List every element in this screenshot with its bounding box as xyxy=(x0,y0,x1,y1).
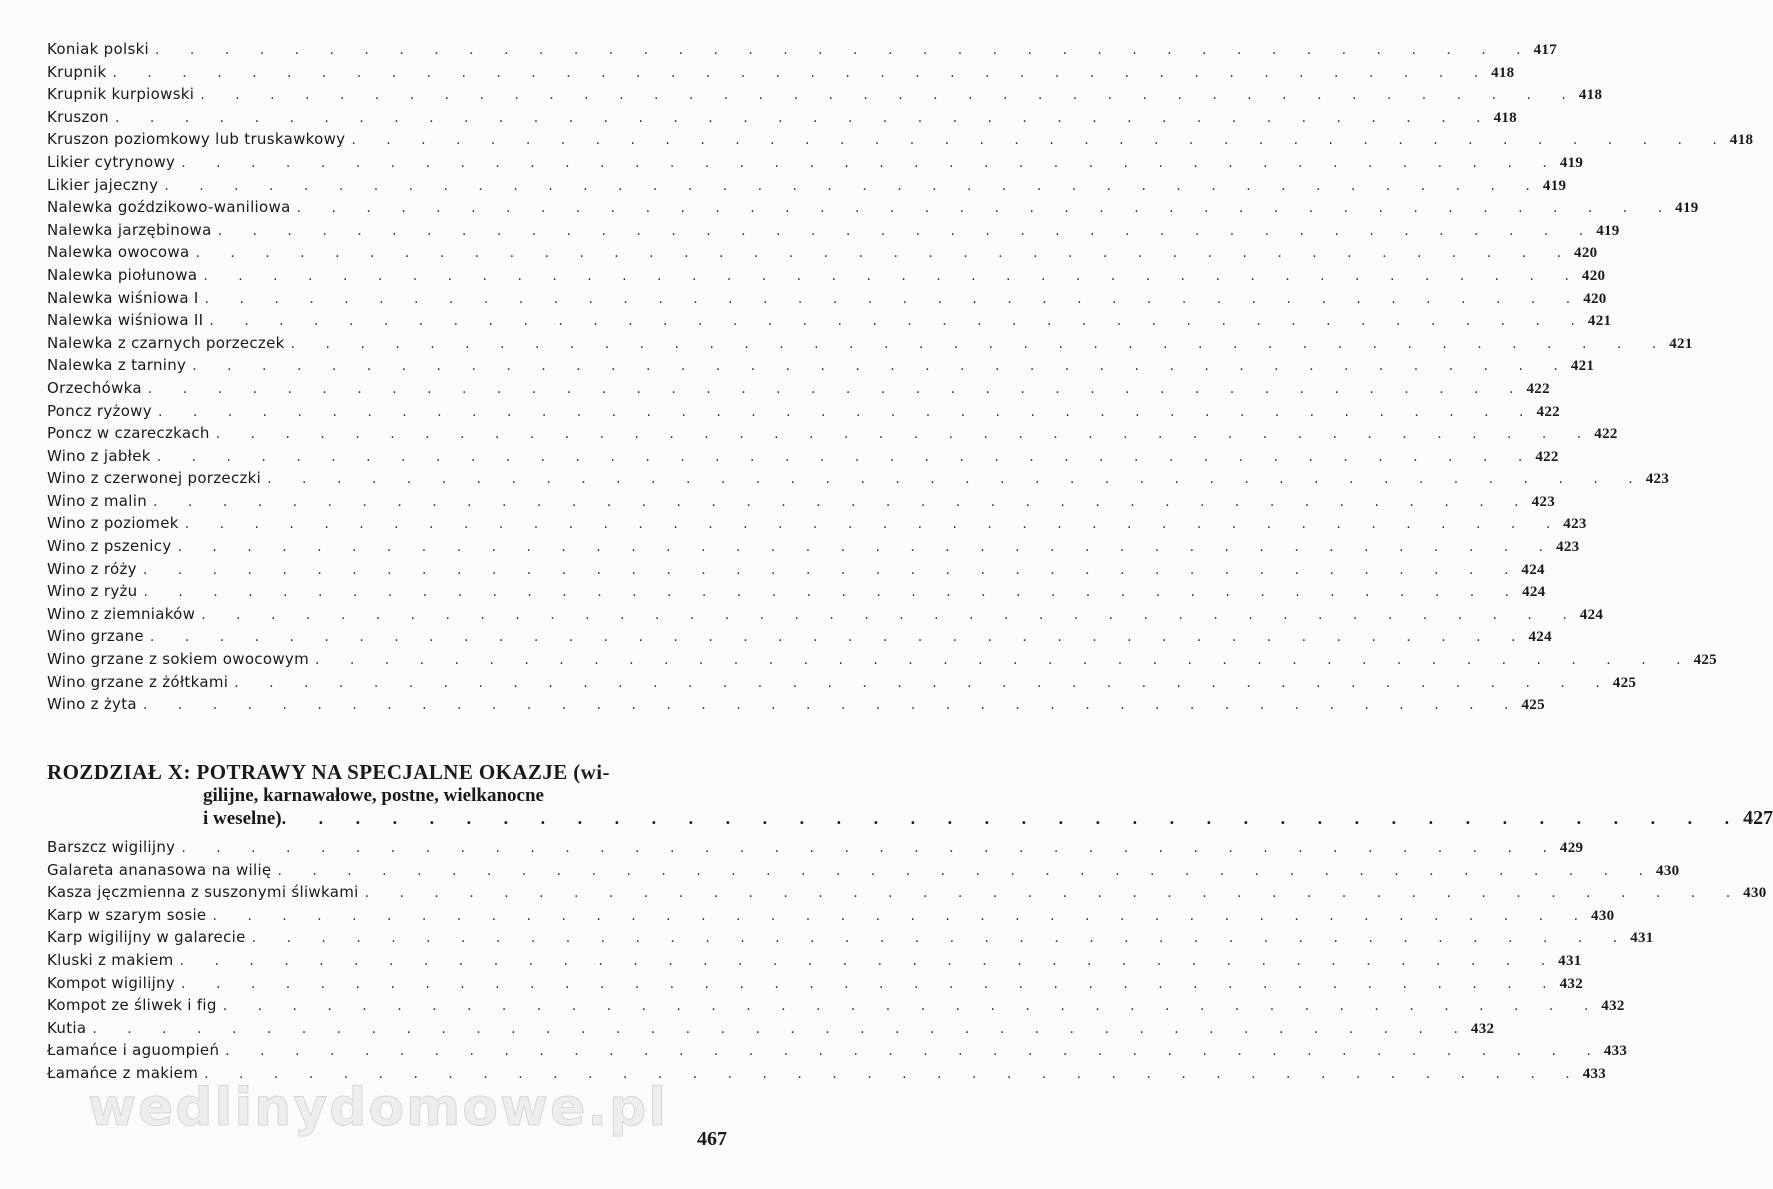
entry-title: Nalewka z czarnych porzeczek xyxy=(47,333,285,352)
toc-entry xyxy=(47,973,1584,997)
entry-page: 419 xyxy=(1542,177,1567,194)
entry-page: 424 xyxy=(1579,606,1604,623)
dot-leader: . . . . . . . . . . . . . . . . . . . . . . . . . . . . . . . . . . . . . . . . xyxy=(296,200,1676,217)
toc-entry xyxy=(47,537,1580,560)
dot-leader: . . . . . . . . . . . . . . . . . . . . . . . . . . . . . . . . . . . . . . . . xyxy=(217,222,1597,239)
toc-entry xyxy=(47,928,1654,951)
entry-page: 430 xyxy=(1591,907,1615,924)
entry-title: Nalewka owocowa xyxy=(47,243,190,262)
dot-leader: . . . . . . . . . . . . . . . . . . . . . . . . . . . . . . . . . . . . . . . . xyxy=(314,652,1694,669)
toc-entry xyxy=(47,1041,1628,1064)
watermark-text: wedlinydomowe.pl xyxy=(88,1078,669,1138)
entry-title: Krupnik xyxy=(47,62,107,81)
dot-leader: . . . . . . . . . . . . . . . . . . . . . . . . . . . . . . . . . . . . . . . . xyxy=(157,403,1537,420)
chapter-title-line-3 xyxy=(47,807,1773,830)
dot-leader: . . . . . . . . . . . . . . . . . . . . . . . . . . . . . . . . . . . . . . . . xyxy=(114,109,1494,126)
dot-leader: . . . . . . . . . . . . . . . . . . . . . . . . . . . . . . . . . . . . . . . . xyxy=(277,862,1657,879)
dot-leader: . . . . . . . . . . . . . . . . . . . . . . . . . . . . . . . . . . . . . . . . xyxy=(143,584,1523,601)
entry-title: Krupnik kurpiowski xyxy=(47,85,195,104)
entry-title: Orzechówka xyxy=(47,378,142,397)
toc-entry xyxy=(47,175,1567,199)
dot-leader: . . . . . . . . . . . . . . . . . . . . . . . . . . . . . . . . . . . . . . . . xyxy=(209,313,1588,330)
entry-title: Nalewka goździkowo-waniliowa xyxy=(47,198,291,217)
dot-leader: . . . . . . . . . . . . . . . . . . . . . . . . . . . . . . . . . . . . . . . . xyxy=(156,448,1536,465)
entry-title: Nalewka jarzębinowa xyxy=(47,220,212,239)
entry-page: 420 xyxy=(1583,290,1607,307)
entry-title: Koniak polski xyxy=(47,40,150,58)
entry-title: Kruszon xyxy=(47,107,109,126)
toc-entry xyxy=(47,288,1607,312)
entry-title: Likier cytrynowy xyxy=(47,152,176,171)
entry-title: Likier jajeczny xyxy=(47,175,159,194)
dot-leader: . . . . . . . . . . . . . . . . . . . . . . . . . . . . . . . . . . . . . . . . xyxy=(204,1065,1583,1082)
dot-leader: . . . . . . . . . . . . . . . . . . . . . . . . . . . . . . . . . . . . . . . . xyxy=(149,629,1529,646)
dot-leader: . . . . . . . . . . . . . . . . . . . . . . . . . . . . . . . . . . . . . . . . xyxy=(164,177,1543,194)
dot-leader: . . . . . . . . . . . . . . . . . . . . . . . . . . . . . . . . . . . . . . . . xyxy=(195,245,1575,262)
entry-page: 423 xyxy=(1563,516,1587,533)
toc-entry xyxy=(47,883,1767,906)
dot-leader: . . . . . . . . . . . . . . . . . . . . . . . . . . . . . . . . . . . . . . . . xyxy=(351,132,1730,149)
entry-title: Nalewka wiśniowa I xyxy=(47,288,199,307)
entry-title: Wino grzane z żółtkami xyxy=(47,672,229,691)
toc-entry xyxy=(47,333,1693,357)
entry-page: 422 xyxy=(1535,448,1559,465)
entry-page: 431 xyxy=(1558,952,1582,969)
toc-entry xyxy=(47,996,1625,1019)
toc-entry xyxy=(47,1018,1495,1042)
dot-leader: . . . . . . . . . . . . . . . . . . . . . . . . . . . . . . . . . . . . . . . . xyxy=(192,358,1571,375)
entry-title: Wino z żyta xyxy=(47,695,137,714)
toc-entry xyxy=(47,424,1618,447)
entry-title: Wino z ziemniaków xyxy=(47,604,196,623)
entry-title: Wino z poziomek xyxy=(47,514,179,533)
entry-page: 418 xyxy=(1493,109,1517,126)
entry-title: Karp w szarym sosie xyxy=(47,905,207,924)
page-number: 467 xyxy=(697,1128,727,1150)
toc-list-top xyxy=(47,40,1754,718)
dot-leader: . . . . . . . . . . . . . . . . . . . . . . . . . . . . . . . . . . . . . . . . xyxy=(215,426,1595,443)
toc-entry xyxy=(47,446,1559,470)
entry-title: Wino z malin xyxy=(47,491,148,510)
toc-entry xyxy=(47,491,1555,515)
dot-leader: . . . . . . . . . . . . . . . . . . . . . . . . . . . . . . . . . . . . . . . . xyxy=(225,1043,1604,1060)
entry-page: 429 xyxy=(1559,840,1584,856)
entry-page: 432 xyxy=(1559,975,1584,992)
entry-title: Poncz w czareczkach xyxy=(47,424,210,443)
entry-page: 430 xyxy=(1743,885,1767,902)
entry-page: 433 xyxy=(1582,1065,1607,1082)
entry-title: Nalewka wiśniowa II xyxy=(47,311,204,330)
dot-leader: . . . . . . . . . . . . . . . . . . . . . . . . . . . . . . . . . . . . . . . . xyxy=(147,380,1527,397)
dot-leader: . . . . . . . . . . . . . . . . . . . . . . . . . . . . . . . . . . . . . . . . xyxy=(290,335,1670,352)
entry-page: 419 xyxy=(1559,154,1584,171)
toc-entry xyxy=(47,672,1637,696)
entry-title: Wino grzane z sokiem owocowym xyxy=(47,650,309,669)
dot-leader: . . . . . . . . . . . . . . . . . . . . . . . . . . . . . . . . . . . . . . . . xyxy=(281,808,1744,828)
entry-page: 421 xyxy=(1669,335,1693,352)
dot-leader: . . . . . . . . . . . . . . . . . . . . . . . . . . . . . . . . . . . . . . . . xyxy=(177,539,1557,556)
entry-page: 423 xyxy=(1531,493,1555,510)
entry-page: 418 xyxy=(1578,87,1603,104)
entry-page: 430 xyxy=(1656,862,1680,879)
dot-leader: . . . . . . . . . . . . . . . . . . . . . . . . . . . . . . . . . . . . . . . . xyxy=(364,885,1744,902)
entry-title: Nalewka piołunowa xyxy=(47,265,198,284)
dot-leader: . . . . . . . . . . . . . . . . . . . . . . . . . . . . . . . . . . . . . . . . xyxy=(212,907,1592,924)
toc-entry xyxy=(47,860,1680,884)
entry-title: Wino z pszenicy xyxy=(47,537,172,556)
dot-leader: . . . . . . . . . . . . . . . . . . . . . . . . . . . . . . . . . . . . . . . . xyxy=(251,930,1631,947)
entry-title: Galareta ananasowa na wilię xyxy=(47,860,272,879)
entry-title: Wino z róży xyxy=(47,559,137,578)
entry-page: 425 xyxy=(1612,674,1637,691)
dot-leader: . . . . . . . . . . . . . . . . . . . . . . . . . . . . . . . . . . . . . . . . xyxy=(204,290,1584,307)
entry-title: Karp wigilijny w galarecie xyxy=(47,928,246,947)
dot-leader: . . . . . . . . . . . . . . . . . . . . . . . . . . . . . . . . . . . . . . . . xyxy=(267,471,1646,488)
entry-title: Wino grzane xyxy=(47,627,144,646)
entry-title: Wino z jabłek xyxy=(47,446,151,465)
entry-title: Kompot wigilijny xyxy=(47,973,176,992)
dot-leader: . . . . . . . . . . . . . . . . . . . . . . . . . . . . . . . . . . . . . . . . xyxy=(181,154,1560,171)
entry-title: Kutia xyxy=(47,1018,87,1037)
entry-title: Łamańce z makiem xyxy=(47,1063,199,1082)
dot-leader: . . . . . . . . . . . . . . . . . . . . . . . . . . . . . . . . . . . . . . . . xyxy=(234,674,1613,691)
toc-entry xyxy=(47,838,1584,861)
dot-leader: . . . . . . . . . . . . . . . . . . . . . . . . . . . . . . . . . . . . . . . . xyxy=(181,840,1560,856)
entry-title: Łamańce i aguompień xyxy=(47,1041,220,1060)
toc-entry xyxy=(47,311,1612,334)
entry-page: 419 xyxy=(1596,222,1620,239)
entry-page: 422 xyxy=(1526,380,1550,397)
toc-entry xyxy=(47,152,1584,176)
toc-entry xyxy=(47,950,1582,974)
entry-title: Kompot ze śliwek i fig xyxy=(47,996,217,1015)
dot-leader: . . . . . . . . . . . . . . . . . . . . . . . . . . . . . . . . . . . . . . . . xyxy=(142,697,1522,714)
toc-entry xyxy=(47,469,1670,492)
dot-leader: . . . . . . . . . . . . . . . . . . . . . . . . . . . . . . . . . . . . . . . . xyxy=(203,267,1582,284)
entry-page: 420 xyxy=(1581,267,1606,284)
chapter-heading xyxy=(47,760,1773,830)
toc-entry xyxy=(47,514,1587,537)
dot-leader: . . . . . . . . . . . . . . . . . . . . . . . . . . . . . . . . . . . . . . . . xyxy=(184,516,1564,533)
entry-page: 419 xyxy=(1675,200,1699,217)
entry-page: 423 xyxy=(1645,471,1670,488)
chapter-title-line-1: ROZDZIAŁ X: POTRAWY NA SPECJALNE OKAZJE (wi- xyxy=(47,760,610,784)
dot-leader: . . . . . . . . . . . . . . . . . . . . . . . . . . . . . . . . . . . . . . . . xyxy=(179,952,1559,969)
entry-title: Kluski z makiem xyxy=(47,950,174,969)
toc-entry xyxy=(47,220,1620,244)
entry-title: Wino z czerwonej porzeczki xyxy=(47,469,262,488)
entry-page: 424 xyxy=(1521,561,1545,578)
toc-entry xyxy=(47,40,1558,63)
toc-entry xyxy=(47,265,1606,289)
dot-leader: . . . . . . . . . . . . . . . . . . . . . . . . . . . . . . . . . . . . . . . . xyxy=(200,87,1579,104)
toc-entry xyxy=(47,198,1699,221)
toc-entry xyxy=(47,695,1545,718)
toc-entry xyxy=(47,130,1754,153)
entry-page: 431 xyxy=(1630,930,1654,947)
chapter-title-line-2: gilijne, karnawałowe, postne, wielkanocne xyxy=(203,785,544,806)
toc-entry xyxy=(47,378,1550,402)
toc-entry xyxy=(47,401,1560,425)
toc-entry xyxy=(47,85,1603,108)
entry-page: 418 xyxy=(1729,132,1754,149)
entry-title: Wino z ryżu xyxy=(47,582,138,601)
entry-page: 421 xyxy=(1587,313,1612,330)
toc-list-bottom xyxy=(47,838,1767,1087)
entry-page: 418 xyxy=(1491,64,1515,81)
dot-leader: . . . . . . . . . . . . . . . . . . . . . . . . . . . . . . . . . . . . . . . . xyxy=(153,493,1532,510)
entry-title: Poncz ryżowy xyxy=(47,401,152,420)
entry-page: 432 xyxy=(1470,1020,1495,1037)
toc-entry xyxy=(47,356,1595,379)
entry-page: 433 xyxy=(1603,1043,1628,1060)
entry-page: 425 xyxy=(1521,697,1545,714)
toc-entry xyxy=(47,243,1598,266)
entry-page: 423 xyxy=(1556,539,1580,556)
entry-page: 420 xyxy=(1574,245,1598,262)
dot-leader: . . . . . . . . . . . . . . . . . . . . . . . . . . . . . . . . . . . . . . . . xyxy=(181,975,1560,992)
dot-leader: . . . . . . . . . . . . . . . . . . . . . . . . . . . . . . . . . . . . . . . . xyxy=(142,561,1522,578)
chapter-page: 427 xyxy=(1743,807,1773,829)
toc-entry xyxy=(47,604,1604,628)
toc-entry xyxy=(47,582,1546,605)
dot-leader: . . . . . . . . . . . . . . . . . . . . . . . . . . . . . . . . . . . . . . . . xyxy=(222,998,1602,1015)
dot-leader: . . . . . . . . . . . . . . . . . . . . . . . . . . . . . . . . . . . . . . . . xyxy=(155,42,1534,58)
toc-entry xyxy=(47,627,1552,650)
dot-leader: . . . . . . . . . . . . . . . . . . . . . . . . . . . . . . . . . . . . . . . . xyxy=(112,64,1492,81)
chapter-title-line-3-text: i weselne) xyxy=(203,808,282,829)
entry-page: 417 xyxy=(1533,42,1558,58)
dot-leader: . . . . . . . . . . . . . . . . . . . . . . . . . . . . . . . . . . . . . . . . xyxy=(92,1020,1471,1037)
entry-page: 424 xyxy=(1528,629,1552,646)
entry-title: Kasza jęczmienna z suszonymi śliwkami xyxy=(47,883,359,902)
entry-page: 422 xyxy=(1536,403,1560,420)
dot-leader: . . . . . . . . . . . . . . . . . . . . . . . . . . . . . . . . . . . . . . . . xyxy=(201,606,1580,623)
toc-entry xyxy=(47,62,1515,86)
entry-page: 422 xyxy=(1594,426,1618,443)
toc-entry xyxy=(47,559,1545,583)
toc-entry xyxy=(47,905,1615,929)
entry-page: 425 xyxy=(1693,652,1717,669)
entry-page: 421 xyxy=(1570,358,1595,375)
entry-page: 424 xyxy=(1522,584,1546,601)
entry-page: 432 xyxy=(1601,998,1625,1015)
entry-title: Nalewka z tarniny xyxy=(47,356,187,375)
toc-entry xyxy=(47,650,1717,673)
entry-title: Barszcz wigilijny xyxy=(47,838,176,856)
entry-title: Kruszon poziomkowy lub truskawkowy xyxy=(47,130,346,149)
toc-entry xyxy=(47,107,1517,131)
